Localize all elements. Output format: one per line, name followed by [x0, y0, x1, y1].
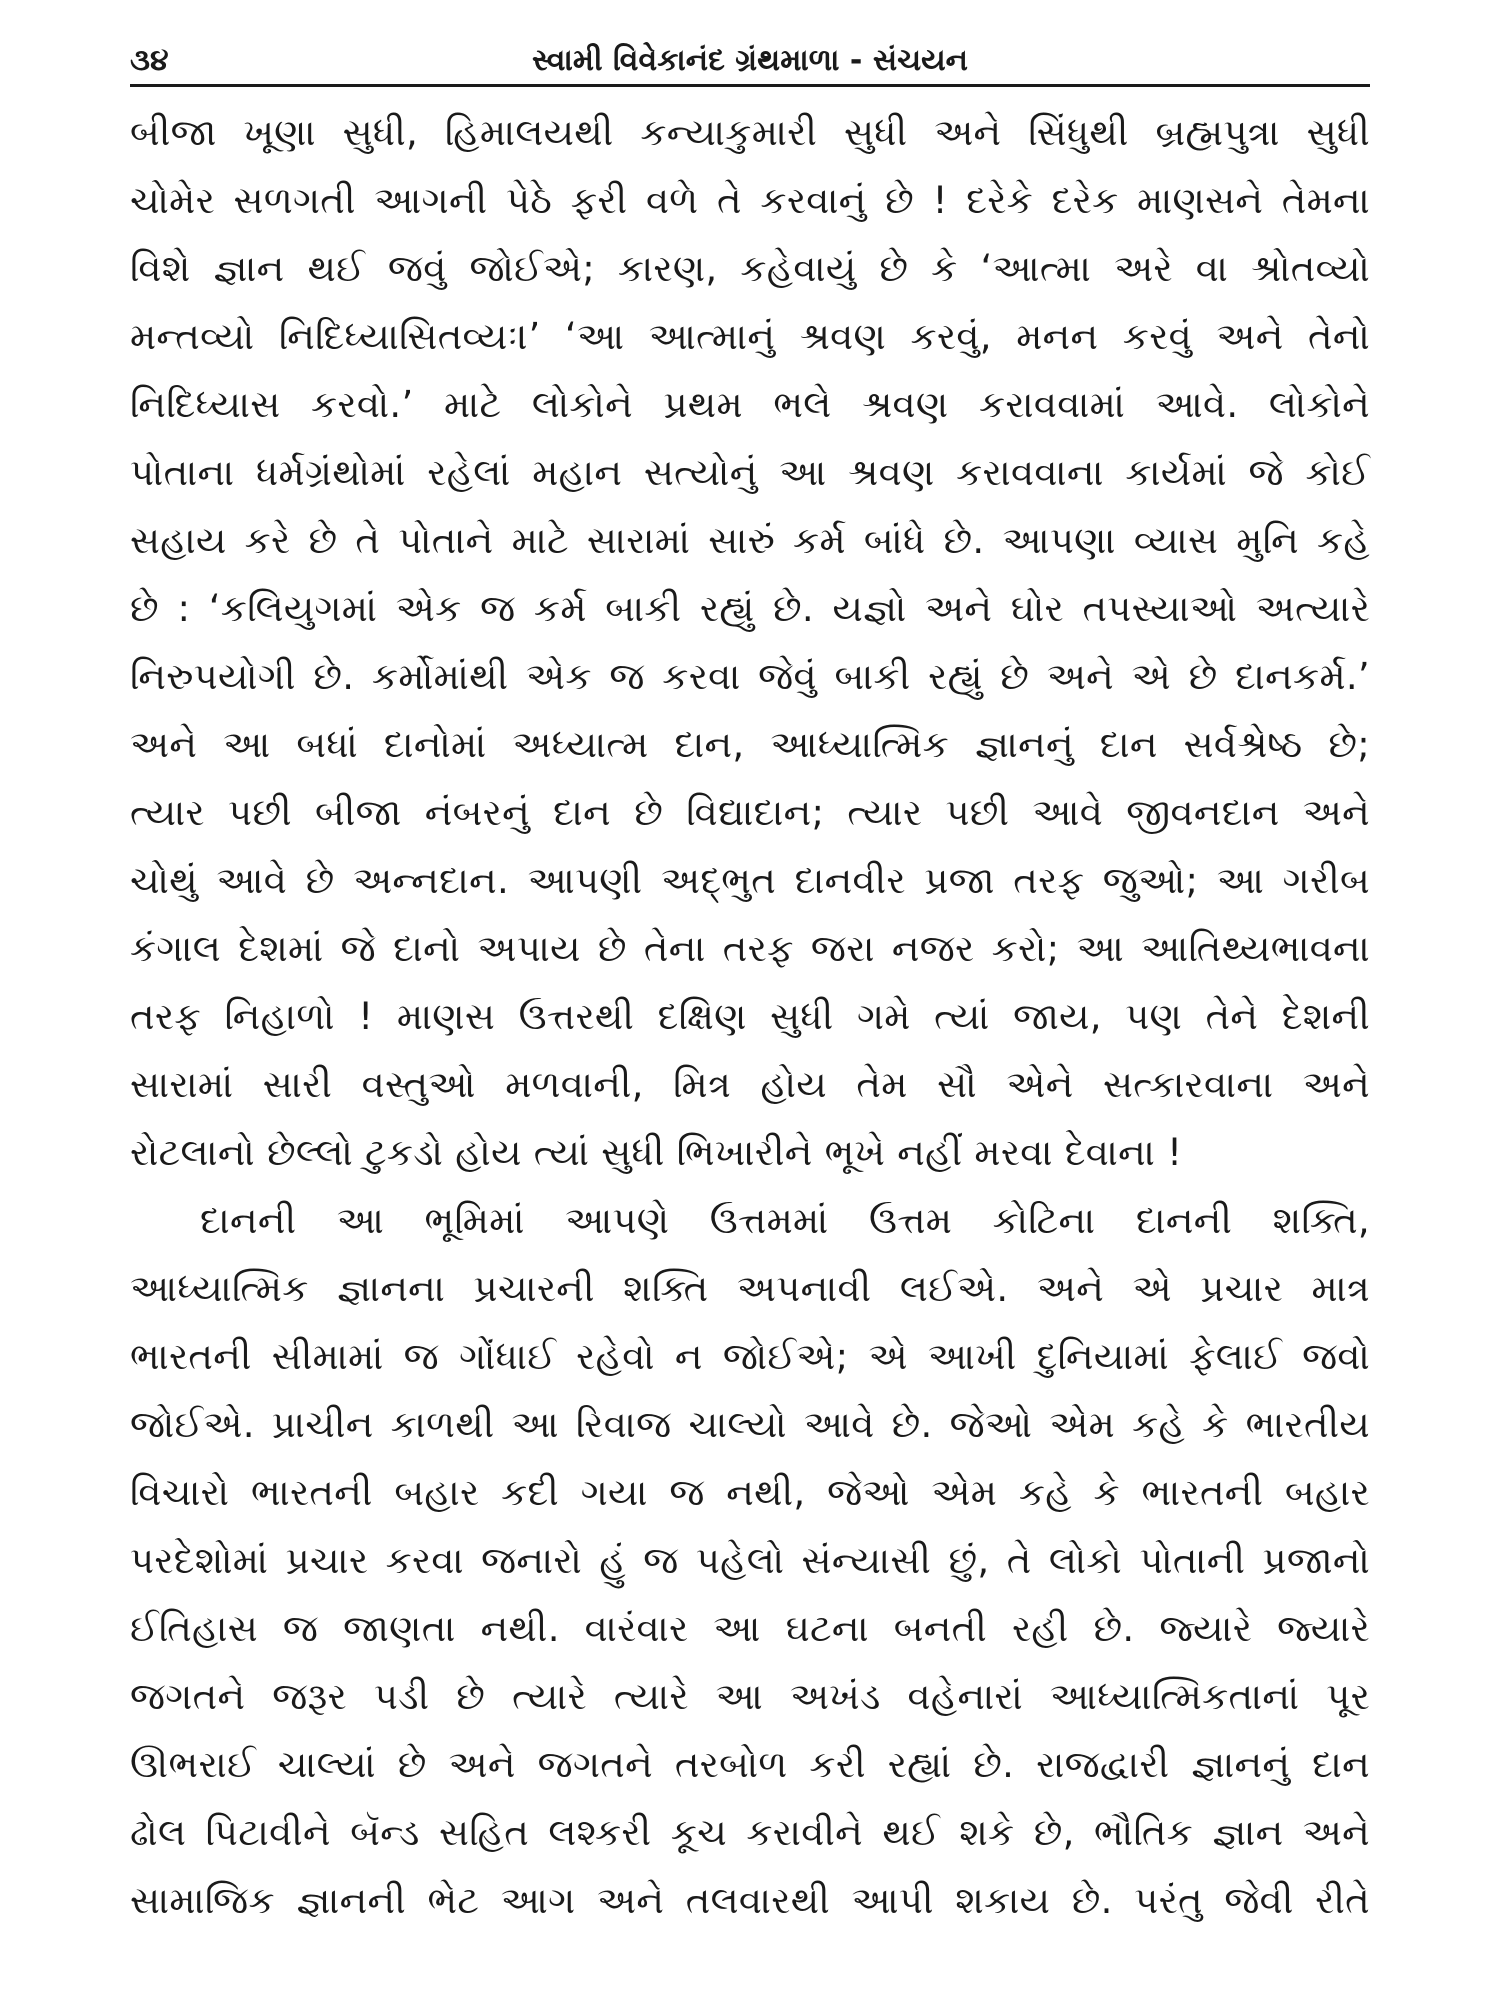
text-line: સામાજિક જ્ઞાનની ભેટ આગ અને તલવારથી આપી શકાય છે. પરંતુ જેવી રીતે: [130, 1879, 1370, 1922]
text-line: જોઈએ. પ્રાચીન કાળથી આ રિવાજ ચાલ્યો આવે છે. જેઓ એમ કહે કે ભારતીય: [130, 1403, 1370, 1446]
text-line: દાનની આ ભૂમિમાં આપણે ઉત્તમમાં ઉત્તમ કોટિના દાનની શક્તિ,: [200, 1199, 1370, 1242]
text-line: ભારતની સીમામાં જ ગોંધાઈ રહેવો ન જોઈએ; એ આખી દુનિયામાં ફેલાઈ જવો: [130, 1335, 1370, 1378]
page-header: [130, 30, 1370, 87]
text-line: છે : ‘કલિયુગમાં એક જ કર્મ બાકી રહ્યું છે. યજ્ઞો અને ઘોર તપસ્યાઓ અત્યારે: [130, 587, 1370, 630]
paragraph-1: [130, 99, 1370, 1187]
body-text: [130, 99, 1370, 1935]
text-line: અને આ બધાં દાનોમાં અધ્યાત્મ દાન, આધ્યાત્મિક જ્ઞાનનું દાન સર્વશ્રેષ્ઠ છે;: [130, 723, 1370, 766]
text-line: ઊભરાઈ ચાલ્યાં છે અને જગતને તરબોળ કરી રહ્યાં છે. રાજદ્વારી જ્ઞાનનું દાન: [130, 1743, 1370, 1786]
paragraph-2: [130, 1187, 1370, 1935]
text-line: સારામાં સારી વસ્તુઓ મળવાની, મિત્ર હોય તેમ સૌ એને સત્કારવાના અને: [130, 1063, 1370, 1106]
text-line: વિશે જ્ઞાન થઈ જવું જોઈએ; કારણ, કહેવાયું છે કે ‘આત્મા અરે વા શ્રોતવ્યો: [130, 247, 1370, 290]
text-line: સહાય કરે છે તે પોતાને માટે સારામાં સારું કર્મ બાંધે છે. આપણા વ્યાસ મુનિ કહે: [130, 519, 1370, 562]
text-line: વિચારો ભારતની બહાર કદી ગયા જ નથી, જેઓ એમ કહે કે ભારતની બહાર: [130, 1471, 1370, 1514]
text-line: તરફ નિહાળો ! માણસ ઉત્તરથી દક્ષિણ સુધી ગમે ત્યાં જાય, પણ તેને દેશની: [130, 995, 1370, 1038]
text-line: જગતને જરૂર પડી છે ત્યારે ત્યારે આ અખંડ વહેનારાં આધ્યાત્મિકતાનાં પૂર: [130, 1675, 1370, 1718]
text-line: આધ્યાત્મિક જ્ઞાનના પ્રચારની શક્તિ અપનાવી લઈએ. અને એ પ્રચાર માત્ર: [130, 1267, 1370, 1310]
text-line: ઢોલ પિટાવીને બૅન્ડ સહિત લશ્કરી કૂચ કરાવીને થઈ શકે છે, ભૌતિક જ્ઞાન અને: [130, 1811, 1370, 1854]
text-line: પોતાના ધર્મગ્રંથોમાં રહેલાં મહાન સત્યોનું આ શ્રવણ કરાવવાના કાર્યમાં જે કોઈ: [130, 451, 1370, 494]
running-title: સ્વામી વિવેકાનંદ ગ્રંથમાળા - સંચયન: [531, 43, 969, 78]
text-line: પરદેશોમાં પ્રચાર કરવા જનારો હું જ પહેલો સંન્યાસી છું, તે લોકો પોતાની પ્રજાનો: [130, 1539, 1370, 1582]
text-line: બીજા ખૂણા સુધી, હિમાલયથી કન્યાકુમારી સુધી અને સિંધુથી બ્રહ્મપુત્રા સુધી: [130, 111, 1370, 154]
text-line: રોટલાનો છેલ્લો ટુકડો હોય ત્યાં સુધી ભિખારીને ભૂખે નહીં મરવા દેવાના !: [130, 1131, 1183, 1174]
text-line: નિદિધ્યાસ કરવો.’ માટે લોકોને પ્રથમ ભલે શ્રવણ કરાવવામાં આવે. લોકોને: [130, 383, 1370, 426]
page-number: ૩૪: [130, 43, 169, 78]
book-page: [130, 30, 1370, 1970]
text-line: ઈતિહાસ જ જાણતા નથી. વારંવાર આ ઘટના બનતી રહી છે. જ્યારે જ્યારે: [130, 1607, 1370, 1650]
text-line: કંગાલ દેશમાં જે દાનો અપાય છે તેના તરફ જરા નજર કરો; આ આતિથ્યભાવના: [130, 927, 1370, 970]
text-line: ત્યાર પછી બીજા નંબરનું દાન છે વિદ્યાદાન; ત્યાર પછી આવે જીવનદાન અને: [130, 791, 1370, 834]
text-line: ચોથું આવે છે અન્નદાન. આપણી અદ્ભુત દાનવીર પ્રજા તરફ જુઓ; આ ગરીબ: [130, 859, 1370, 902]
text-line: મન્તવ્યો નિદિધ્યાસિતવ્યઃ।’ ‘આ આત્માનું શ્રવણ કરવું, મનન કરવું અને તેનો: [130, 315, 1370, 358]
text-line: નિરુપયોગી છે. કર્મોમાંથી એક જ કરવા જેવું બાકી રહ્યું છે અને એ છે દાનકર્મ.’: [130, 655, 1370, 698]
text-line: ચોમેર સળગતી આગની પેઠે ફરી વળે તે કરવાનું છે ! દરેકે દરેક માણસને તેમના: [130, 179, 1370, 222]
